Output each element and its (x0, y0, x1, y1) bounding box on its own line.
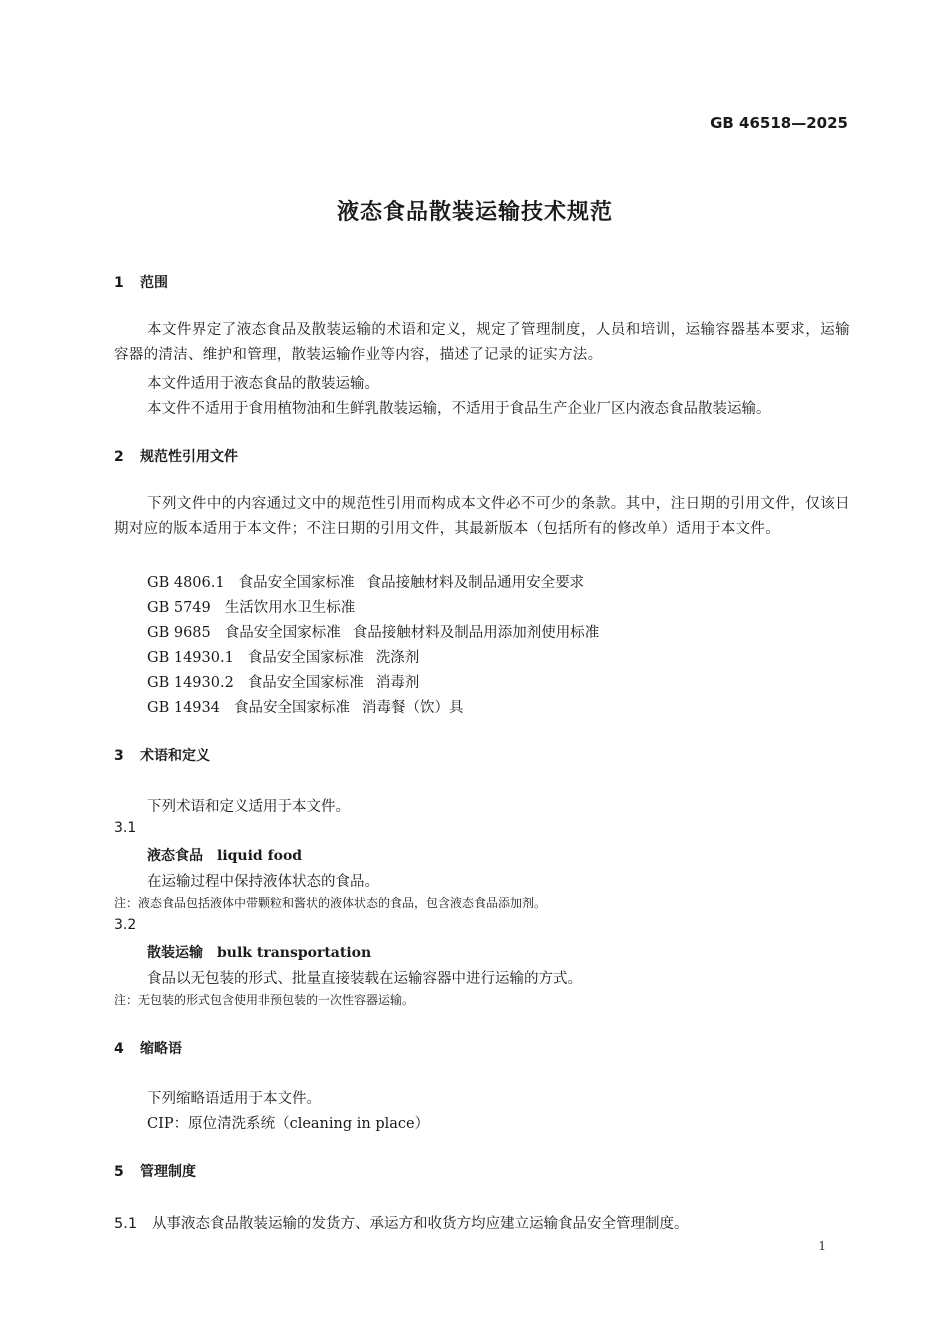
section-number: 3 (114, 748, 124, 764)
section-3-heading (114, 745, 210, 765)
clause-number: 5.1 (114, 1216, 138, 1232)
term-note: 注：无包装的形式包含使用非预包装的一次性容器运输。 (114, 993, 415, 1007)
reference-subtitle: 食品接触材料及制品用添加剂使用标准 (352, 625, 600, 641)
reference-code: GB 4806.1 (147, 575, 225, 591)
reference-subtitle: 洗涤剂 (375, 650, 420, 666)
section-number: 5 (114, 1164, 124, 1180)
term-number: 3.2 (114, 917, 137, 933)
reference-title: 食品安全国家标准 (238, 575, 355, 591)
terms-intro: 下列术语和定义适用于本文件。 (147, 799, 350, 815)
reference-subtitle: 消毒剂 (375, 675, 420, 691)
page-number: 1 (818, 1239, 826, 1253)
scope-paragraph-3: 本文件不适用于食用植物油和生鲜乳散装运输，不适用于食品生产企业厂区内液态食品散装运输。 (147, 401, 771, 417)
term-en: liquid food (217, 848, 303, 864)
reference-title: 食品安全国家标准 (224, 625, 341, 641)
reference-code: GB 14930.2 (147, 675, 234, 691)
section-title: 缩略语 (140, 1041, 182, 1057)
reference-subtitle: 食品接触材料及制品通用安全要求 (366, 575, 585, 591)
term-heading (147, 845, 302, 865)
section-number: 4 (114, 1041, 124, 1057)
reference-code: GB 9685 (147, 625, 211, 641)
page-title: 液态食品散装运输技术规范 (336, 200, 613, 225)
section-title: 术语和定义 (140, 748, 210, 764)
clause-text: 从事液态食品散装运输的发货方、承运方和收货方均应建立运输食品安全管理制度。 (152, 1216, 689, 1232)
section-number: 2 (114, 449, 124, 465)
term-heading (147, 942, 371, 962)
reference-title: 食品安全国家标准 (247, 675, 364, 691)
section-2-heading (114, 446, 238, 466)
term-definition: 在运输过程中保持液体状态的食品。 (147, 874, 379, 890)
reference-item (147, 646, 419, 667)
reference-code: GB 5749 (147, 600, 211, 616)
reference-code: GB 14930.1 (147, 650, 234, 666)
reference-item (147, 671, 419, 692)
clause-5-1 (114, 1212, 689, 1233)
standard-code: GB 46518—2025 (710, 114, 848, 132)
abbreviations-intro: 下列缩略语适用于本文件。 (147, 1091, 321, 1107)
reference-code: GB 14934 (147, 700, 220, 716)
reference-title: 食品安全国家标准 (233, 700, 350, 716)
section-title: 范围 (140, 275, 168, 291)
term-zh: 散装运输 (147, 945, 203, 961)
reference-item (147, 621, 599, 642)
abbreviation-item: CIP：原位清洗系统（cleaning in place） (147, 1116, 430, 1132)
reference-item (147, 571, 584, 592)
reference-title: 生活饮用水卫生标准 (224, 600, 356, 616)
section-number: 1 (114, 275, 124, 291)
section-title: 规范性引用文件 (140, 449, 238, 465)
scope-paragraph-2: 本文件适用于液态食品的散装运输。 (147, 376, 379, 392)
section-title: 管理制度 (140, 1164, 196, 1180)
term-number: 3.1 (114, 820, 137, 836)
reference-item (147, 696, 463, 717)
section-5-heading (114, 1161, 196, 1181)
reference-item (147, 596, 355, 617)
term-note: 注：液态食品包括液体中带颗粒和酱状的液体状态的食品，包含液态食品添加剂。 (114, 896, 547, 910)
section-1-heading (114, 272, 168, 292)
reference-subtitle: 消毒餐（饮）具 (361, 700, 464, 716)
term-en: bulk transportation (217, 945, 372, 961)
normative-intro-paragraph: 下列文件中的内容通过文中的规范性引用而构成本文件必不可少的条款。其中，注日期的引用文件，仅该日期对应的版本适用于本文件；不注日期的引用文件，其最新版本（包括所有的修改单）适用于本文件。 (114, 496, 850, 537)
term-definition: 食品以无包装的形式、批量直接装载在运输容器中进行运输的方式。 (147, 971, 582, 987)
reference-title: 食品安全国家标准 (247, 650, 364, 666)
term-zh: 液态食品 (147, 848, 203, 864)
section-4-heading (114, 1038, 182, 1058)
scope-paragraph-1: 本文件界定了液态食品及散装运输的术语和定义，规定了管理制度，人员和培训，运输容器基本要求，运输容器的清洁、维护和管理，散装运输作业等内容，描述了记录的证实方法。 (114, 322, 850, 363)
